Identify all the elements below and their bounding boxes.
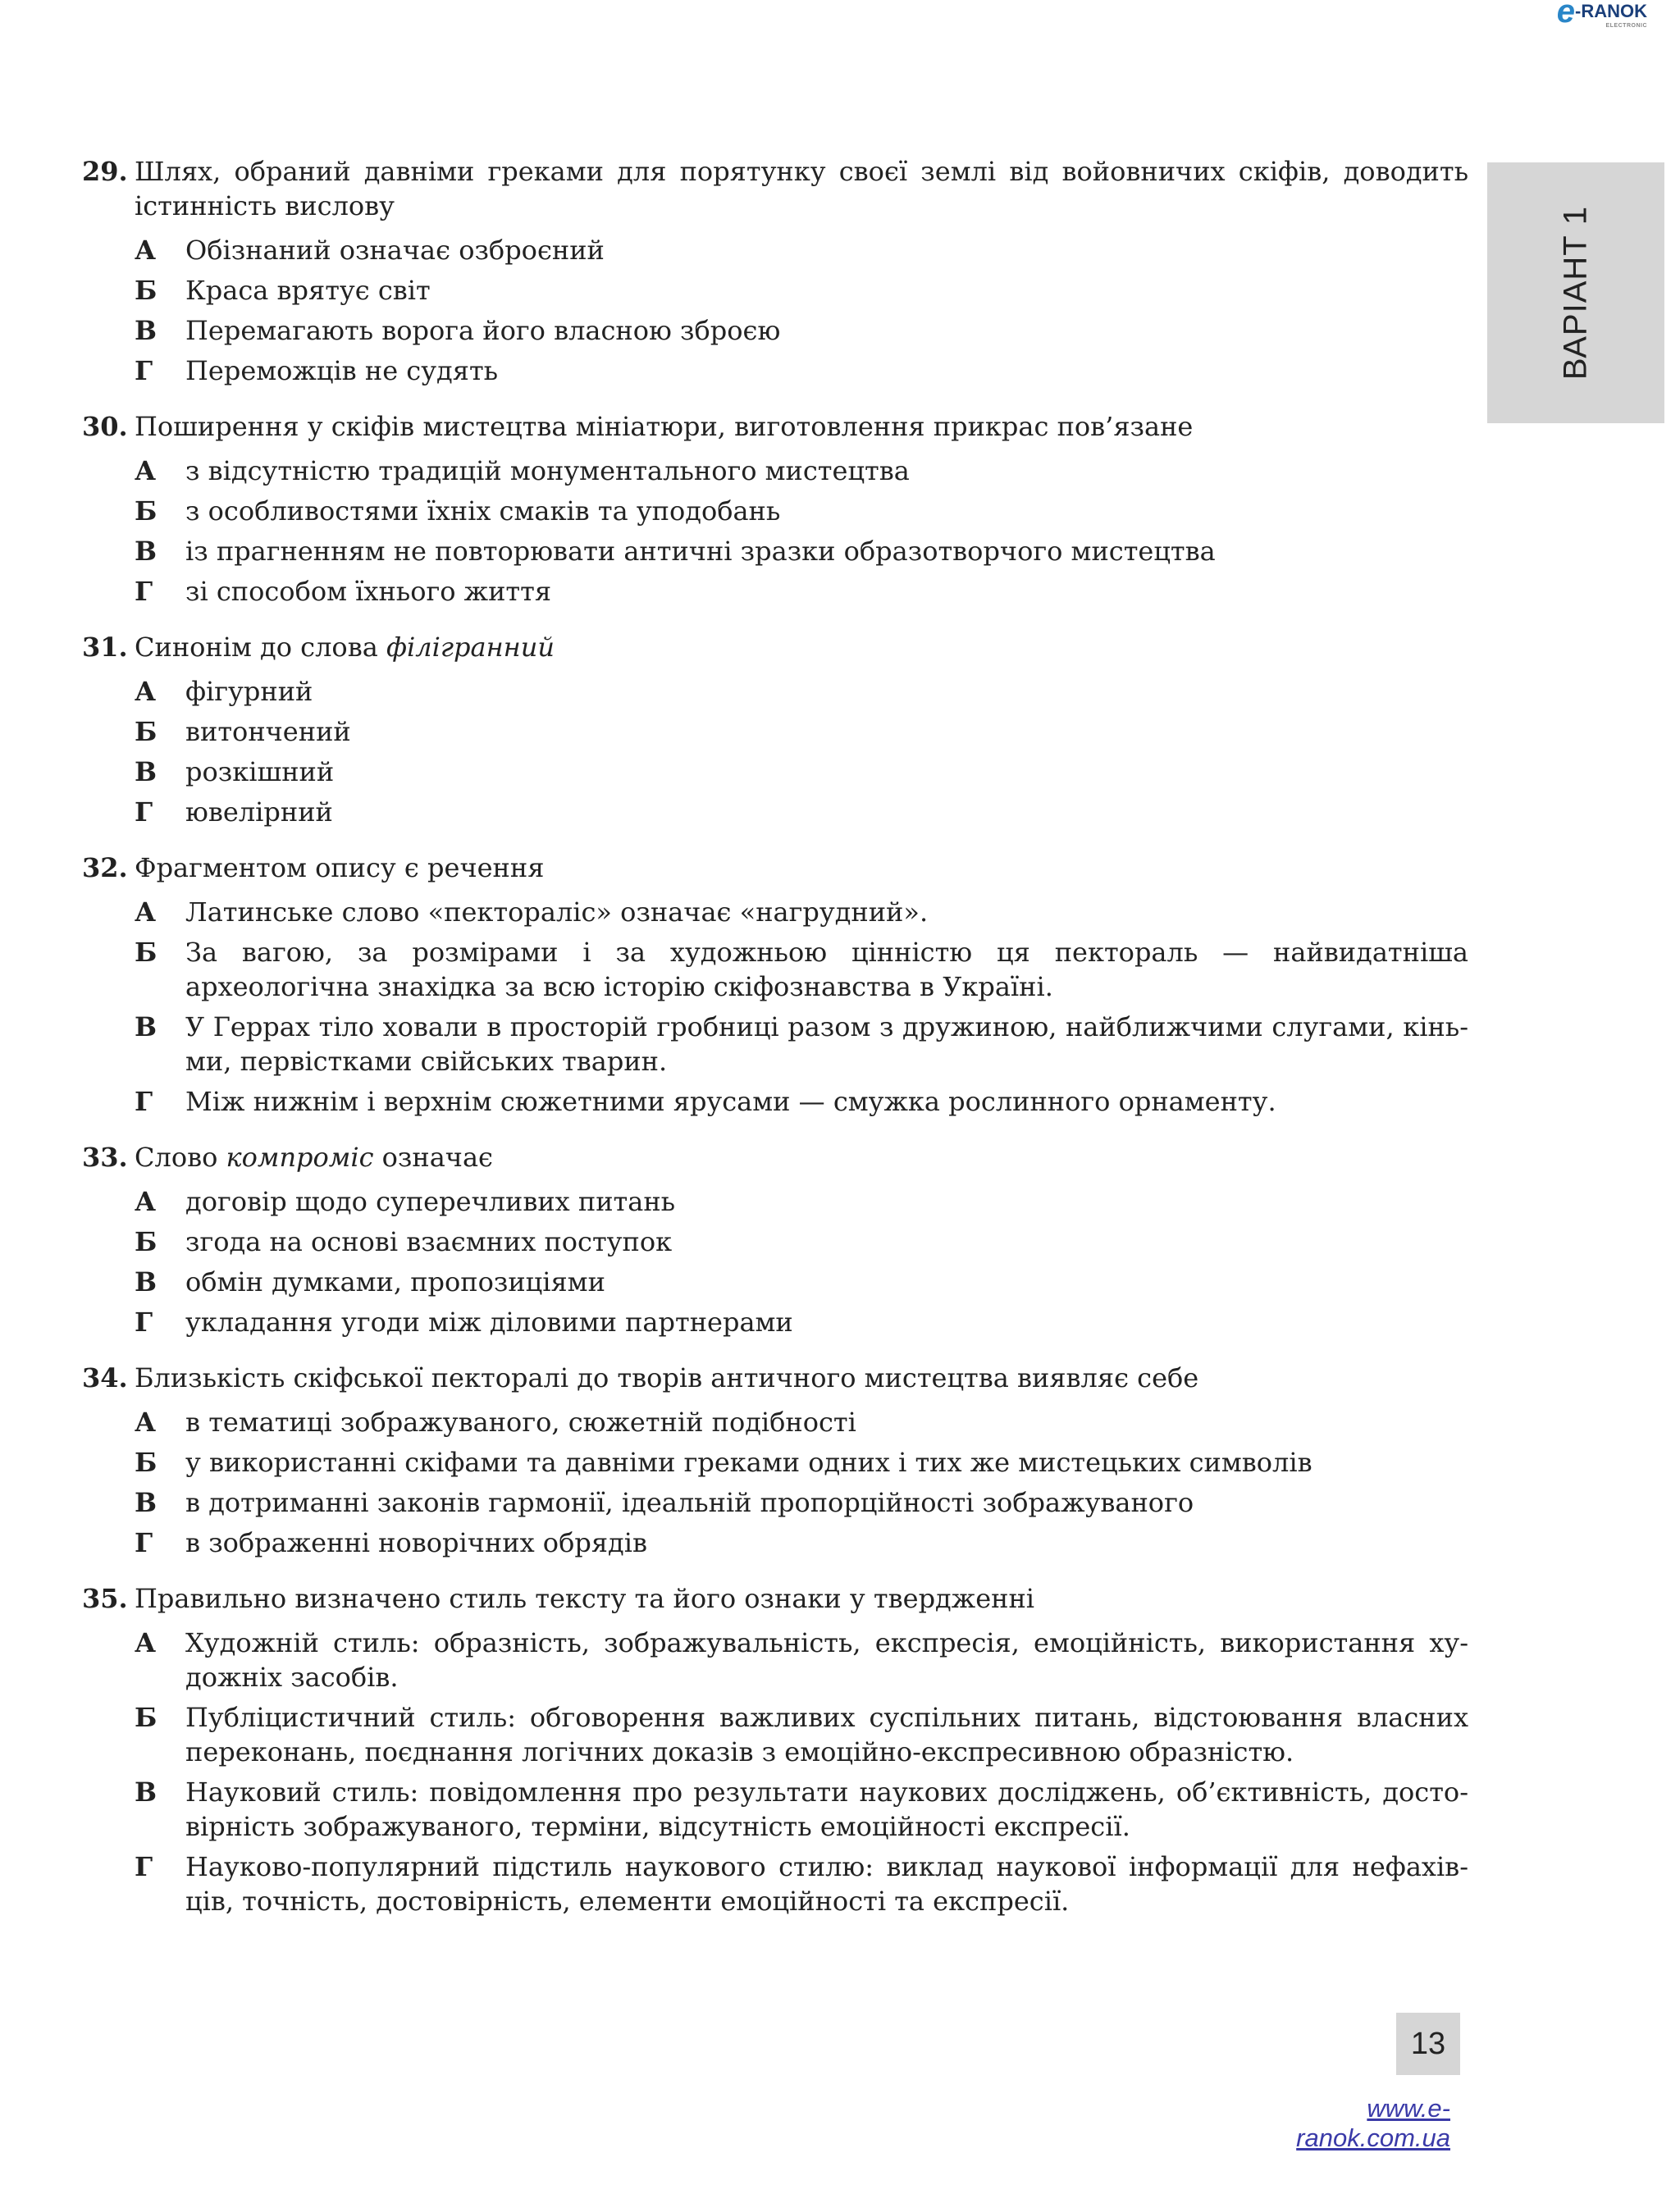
option-letter: В: [135, 1776, 158, 1808]
question-keyword: філігранний: [386, 632, 555, 663]
question-number: 30.: [82, 411, 128, 442]
question-text: [135, 630, 1468, 664]
option-letter: Б: [135, 275, 158, 306]
option-letter: А: [135, 896, 157, 928]
eranok-logo: [1557, 2, 1647, 36]
question-head: [82, 409, 1468, 444]
question-30: [82, 409, 1468, 609]
option-letter: А: [135, 235, 157, 266]
questions-list: [82, 154, 1468, 1940]
option-text: в тематиці зображуваного, сюжетній подібності: [185, 1407, 856, 1438]
answer-options: [135, 454, 1468, 609]
question-head: [82, 1581, 1468, 1616]
question-text-main: Фрагментом опису є речення: [135, 852, 545, 883]
option-letter: А: [135, 676, 157, 707]
question-text: [135, 1361, 1468, 1395]
answer-options: [135, 1626, 1468, 1918]
question-head: [82, 1140, 1468, 1174]
answer-options: [135, 674, 1468, 829]
answer-option: [135, 1700, 1468, 1769]
option-text: Латинське слово «пектораліс» означає «нагрудний».: [185, 896, 929, 928]
option-text: в зображенні новорічних обрядів: [185, 1527, 647, 1558]
question-head: [82, 1361, 1468, 1395]
option-text: договір щодо суперечливих питань: [185, 1186, 676, 1217]
option-letter: В: [135, 756, 158, 787]
option-letter: В: [135, 1487, 158, 1518]
option-letter: Б: [135, 1447, 158, 1478]
answer-option: [135, 755, 1468, 789]
option-text: в дотриманні законів гармонії, ідеальній пропорційності зображуваного: [185, 1487, 1194, 1518]
question-text: [135, 154, 1468, 223]
option-letter: В: [135, 1266, 158, 1298]
answer-option: [135, 1526, 1468, 1560]
option-letter: Г: [135, 796, 153, 828]
option-text: укладання угоди між діловими партнерами: [185, 1307, 793, 1338]
option-text: Краса врятує світ: [185, 275, 431, 306]
answer-option: [135, 795, 1468, 829]
option-letter: В: [135, 536, 158, 567]
question-text-main: Правильно визначено стиль тексту та його ознаки у твердженні: [135, 1583, 1035, 1614]
answer-options: [135, 1184, 1468, 1339]
question-number: 33.: [82, 1142, 128, 1173]
answer-option: [135, 1265, 1468, 1299]
answer-option: [135, 935, 1468, 1004]
option-text: обмін думками, пропозиціями: [185, 1266, 605, 1298]
question-number: 29.: [82, 156, 128, 187]
option-text: ювелірний: [185, 796, 333, 828]
option-text: За вагою, за розмірами і за художньою цінністю ця пектораль — найвидатніша археологічна знахідка за всю історію скіфознавства в Україні.: [185, 937, 1468, 1002]
option-text: Перемагають ворога його власною зброєю: [185, 315, 781, 346]
option-text: з особливостями їхніх смаків та уподобань: [185, 495, 781, 527]
question-number: 31.: [82, 632, 128, 663]
question-text-after: означає: [373, 1142, 493, 1173]
question-head: [82, 154, 1468, 223]
answer-option: [135, 494, 1468, 528]
question-31: [82, 630, 1468, 829]
answer-option: [135, 353, 1468, 388]
option-text: Науково-популярний підстиль наукового стилю: виклад наукової інформації для нефахівців, точність, достовірність, елементи емоційності та експресії.: [185, 1851, 1468, 1917]
option-letter: А: [135, 1186, 157, 1217]
answer-option: [135, 1305, 1468, 1339]
option-text: Публіцистичний стиль: обговорення важливих суспільних питань, відстоювання власних переконань, поєднання логічних доказів з емоційно-експресивною образністю.: [185, 1702, 1468, 1767]
option-letter: Б: [135, 716, 158, 747]
option-letter: Г: [135, 1086, 153, 1117]
option-text: із прагненням не повторювати античні зразки образотворчого мистецтва: [185, 536, 1216, 567]
answer-option: [135, 1184, 1468, 1219]
logo-mark: e: [1556, 0, 1575, 30]
question-text: [135, 1140, 1468, 1174]
question-text: [135, 851, 1468, 885]
answer-options: [135, 895, 1468, 1119]
answer-option: [135, 534, 1468, 568]
answer-option: [135, 1445, 1468, 1480]
option-letter: Б: [135, 1702, 158, 1733]
logo-text: -RANOK: [1575, 1, 1647, 21]
question-text: [135, 1581, 1468, 1616]
option-letter: Б: [135, 495, 158, 527]
answer-option: [135, 574, 1468, 609]
question-text-main: Поширення у скіфів мистецтва мініатюри, виготовлення прикрас пов’язане: [135, 411, 1194, 442]
answer-option: [135, 313, 1468, 348]
variant-label: ВАРІАНТ 1: [1557, 205, 1594, 381]
option-text: Між нижнім і верхнім сюжетними ярусами — смужка рослинного орнаменту.: [185, 1086, 1276, 1117]
option-letter: Г: [135, 1851, 153, 1882]
question-number: 35.: [82, 1583, 128, 1614]
option-text: Художній стиль: образність, зображувальність, експресія, емоційність, використання художніх засобів.: [185, 1627, 1468, 1693]
answer-option: [135, 714, 1468, 749]
answer-option: [135, 1485, 1468, 1520]
option-letter: В: [135, 1011, 158, 1042]
page-number: 13: [1396, 2013, 1460, 2075]
option-letter: Г: [135, 355, 153, 386]
option-letter: Г: [135, 1307, 153, 1338]
answer-option: [135, 1225, 1468, 1259]
site-link[interactable]: www.e-ranok.com.ua: [1296, 2094, 1450, 2152]
question-keyword: компроміс: [226, 1142, 374, 1173]
option-letter: А: [135, 1407, 157, 1438]
option-letter: Г: [135, 1527, 153, 1558]
option-letter: Б: [135, 937, 158, 968]
question-29: [82, 154, 1468, 388]
option-letter: Г: [135, 576, 153, 607]
answer-option: [135, 895, 1468, 929]
answer-options: [135, 1405, 1468, 1560]
option-text: Науковий стиль: повідомлення про результати наукових досліджень, об’єктивність, достовірність зображуваного, терміни, відсутність емоційності експресії.: [185, 1776, 1468, 1842]
logo-subtitle: ELECTRONIC: [1605, 23, 1647, 29]
answer-option: [135, 1775, 1468, 1844]
option-text: Обізнаний означає озброєний: [185, 235, 605, 266]
option-letter: В: [135, 315, 158, 346]
answer-option: [135, 454, 1468, 488]
answer-option: [135, 1010, 1468, 1079]
question-35: [82, 1581, 1468, 1918]
answer-options: [135, 233, 1468, 388]
question-33: [82, 1140, 1468, 1339]
question-number: 32.: [82, 852, 128, 883]
question-number: 34.: [82, 1362, 128, 1393]
option-letter: А: [135, 455, 157, 486]
option-text: У Геррах тіло ховали в просторій гробниці разом з дружиною, найближчими слугами, кіньми, первістками свійських тварин.: [185, 1011, 1468, 1077]
answer-option: [135, 1849, 1468, 1918]
question-text-main: Близькість скіфської пекторалі до творів античного мистецтва виявляє себе: [135, 1362, 1199, 1393]
question-text-main: Шлях, обраний давніми греками для порятунку своєї землі від войовничих скіфів, доводить істинність вислову: [135, 156, 1468, 221]
answer-option: [135, 233, 1468, 267]
question-head: [82, 851, 1468, 885]
option-letter: Б: [135, 1226, 158, 1257]
option-text: згода на основі взаємних поступок: [185, 1226, 673, 1257]
question-34: [82, 1361, 1468, 1560]
answer-option: [135, 674, 1468, 709]
question-head: [82, 630, 1468, 664]
option-text: Переможців не судять: [185, 355, 499, 386]
answer-option: [135, 273, 1468, 308]
option-text: у використанні скіфами та давніми греками одних і тих же мистецьких символів: [185, 1447, 1312, 1478]
option-text: з відсутністю традицій монументального мистецтва: [185, 455, 910, 486]
answer-option: [135, 1626, 1468, 1694]
answer-option: [135, 1084, 1468, 1119]
question-text-main: Слово: [135, 1142, 226, 1173]
variant-side-tab: [1487, 162, 1664, 423]
option-text: зі способом їхнього життя: [185, 576, 552, 607]
option-letter: А: [135, 1627, 157, 1658]
answer-option: [135, 1405, 1468, 1439]
question-32: [82, 851, 1468, 1119]
option-text: розкішний: [185, 756, 335, 787]
option-text: витончений: [185, 716, 351, 747]
question-text: [135, 409, 1468, 444]
question-text-main: Синонім до слова: [135, 632, 386, 663]
option-text: фігурний: [185, 676, 313, 707]
